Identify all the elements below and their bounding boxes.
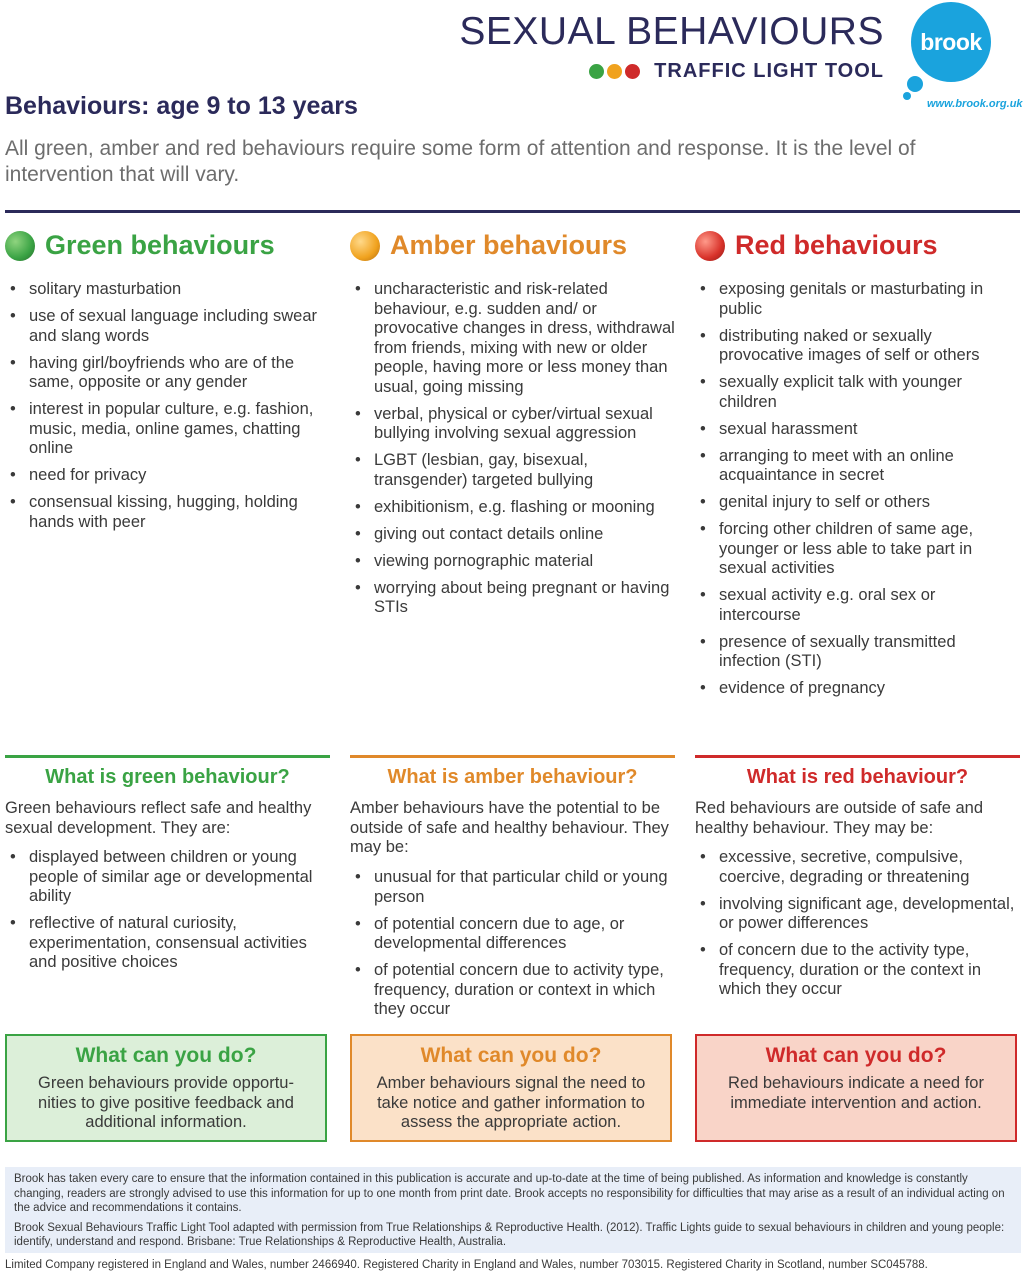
- what-is-green-list: [5, 848, 330, 980]
- green-action-text: Green behaviours provide opportu-nities to give positive feedback and additional information.: [38, 1074, 294, 1131]
- logo-url[interactable]: www.brook.org.uk: [927, 98, 1023, 110]
- amber-action-box: [350, 1034, 672, 1142]
- green-action-title: What can you do?: [75, 1044, 257, 1067]
- list-item: • distributing naked or sexually provocative images of self or others: [695, 327, 1020, 366]
- amber-light-icon: [350, 231, 380, 261]
- what-is-green-intro: Green behaviours reflect safe and healthy sexual development. They are:: [5, 799, 312, 837]
- red-heading: Red behaviours: [695, 230, 1020, 261]
- legal-line: Limited Company registered in England and Wales, number 2466940. Registered Charity in England and Wales, number 703015. Registered Charity in Scotland, number SC045788.: [5, 1259, 928, 1271]
- what-is-green-heading: What is green behaviour?: [45, 766, 290, 788]
- list-item: • presence of sexually transmitted infection (STI): [695, 633, 1020, 672]
- list-item: • sexual activity e.g. oral sex or intercourse: [695, 586, 1020, 625]
- list-item: • evidence of pregnancy: [695, 679, 1020, 699]
- attribution-text: Brook Sexual Behaviours Traffic Light Tool adapted with permission from True Relationships & Reproductive Health. (2012). Traffic Lights guide to sexual behaviours in children and young people: identify, understand and respond. Brisbane: True Relationships & Reproductive Health, Australia.: [14, 1221, 1005, 1248]
- list-item: • unusual for that particular child or young person: [350, 868, 675, 907]
- list-item: • uncharacteristic and risk-related behaviour, e.g. sudden and/ or provocative changes in dress, withdrawal from friends, mixing with new or older people, having more or less money than usual, going missing: [350, 280, 675, 397]
- list-item: • LGBT (lesbian, gay, bisexual, transgender) targeted bullying: [350, 451, 675, 490]
- page-title: SEXUAL BEHAVIOURS: [459, 10, 884, 53]
- red-action-box: [695, 1034, 1017, 1142]
- what-is-red-heading: What is red behaviour?: [746, 766, 969, 788]
- green-section-rule: [5, 755, 330, 758]
- list-item: • genital injury to self or others: [695, 493, 1020, 513]
- list-item: • verbal, physical or cyber/virtual sexual bullying involving sexual aggression: [350, 405, 675, 444]
- amber-action-title: What can you do?: [420, 1044, 602, 1067]
- intro-text: All green, amber and red behaviours require some form of attention and response. It is the level of intervention that will vary.: [5, 137, 916, 186]
- amber-section-rule: [350, 755, 675, 758]
- green-behaviour-list: [5, 280, 330, 540]
- green-light-icon: [5, 231, 35, 261]
- header-divider: [5, 210, 1020, 213]
- page-subtitle: TRAFFIC LIGHT TOOL: [654, 60, 884, 82]
- amber-action-text: Amber behaviours signal the need to take notice and gather information to assess the appropriate action.: [376, 1074, 646, 1131]
- list-item: • displayed between children or young people of similar age or developmental ability: [5, 848, 330, 907]
- logo-text: brook: [911, 2, 991, 82]
- red-behaviour-list: [695, 280, 1020, 706]
- list-item: • exposing genitals or masturbating in public: [695, 280, 1020, 319]
- list-item: • arranging to meet with an online acquaintance in secret: [695, 447, 1020, 486]
- list-item: • involving significant age, developmental, or power differences: [695, 895, 1020, 934]
- red-section-rule: [695, 755, 1020, 758]
- what-is-amber-heading: What is amber behaviour?: [387, 766, 638, 788]
- what-is-red-intro: Red behaviours are outside of safe and healthy behaviour. They may be:: [695, 799, 984, 837]
- amber-behaviour-list: [350, 280, 675, 625]
- list-item: • sexually explicit talk with younger children: [695, 373, 1020, 412]
- list-item: • sexual harassment: [695, 420, 1020, 440]
- green-heading: Green behaviours: [5, 230, 330, 261]
- green-action-box: [5, 1034, 327, 1142]
- list-item: • solitary masturbation: [5, 280, 330, 300]
- list-item: • having girl/boyfriends who are of the same, opposite or any gender: [5, 354, 330, 393]
- list-item: • need for privacy: [5, 466, 330, 486]
- list-item: • interest in popular culture, e.g. fashion, music, media, online games, chatting online: [5, 400, 330, 459]
- what-is-red-list: [695, 848, 1020, 1007]
- list-item: • forcing other children of same age, younger or less able to take part in sexual activities: [695, 520, 1020, 579]
- subtitle-row: [589, 60, 884, 83]
- disclaimer-text: Brook has taken every care to ensure that the information contained in this publication is accurate and up-to-date at the time of being published. As information and knowledge is constantly changing, readers are strongly advised to use this information for up to one month from print date. Brook accepts no responsibility for difficulties that may arise as a result of an individual acting on the advice and recommendations it contains.: [14, 1173, 1005, 1214]
- amber-heading: Amber behaviours: [350, 230, 675, 261]
- list-item: • of potential concern due to activity type, frequency, duration or context in which they occur: [350, 961, 675, 1020]
- list-item: • of concern due to the activity type, frequency, duration or the context in which they occur: [695, 941, 1020, 1000]
- traffic-light-dots-icon: [589, 64, 640, 79]
- list-item: • of potential concern due to age, or developmental differences: [350, 915, 675, 954]
- age-heading: Behaviours: age 9 to 13 years: [5, 92, 358, 120]
- red-light-icon: [695, 231, 725, 261]
- list-item: • worrying about being pregnant or having STIs: [350, 579, 675, 618]
- list-item: • exhibitionism, e.g. flashing or mooning: [350, 498, 675, 518]
- red-action-text: Red behaviours indicate a need for immediate intervention and action.: [728, 1074, 984, 1112]
- brook-logo: [903, 2, 1021, 117]
- disclaimer-box: [5, 1167, 1021, 1253]
- what-is-amber-intro: Amber behaviours have the potential to be outside of safe and healthy behaviour. They may be:: [350, 799, 669, 856]
- list-item: • use of sexual language including swear and slang words: [5, 307, 330, 346]
- list-item: • reflective of natural curiosity, experimentation, consensual activities and positive choices: [5, 914, 330, 973]
- list-item: • giving out contact details online: [350, 525, 675, 545]
- list-item: • excessive, secretive, compulsive, coercive, degrading or threatening: [695, 848, 1020, 887]
- list-item: • viewing pornographic material: [350, 552, 675, 572]
- red-action-title: What can you do?: [765, 1044, 947, 1067]
- list-item: • consensual kissing, hugging, holding hands with peer: [5, 493, 330, 532]
- what-is-amber-list: [350, 868, 675, 1027]
